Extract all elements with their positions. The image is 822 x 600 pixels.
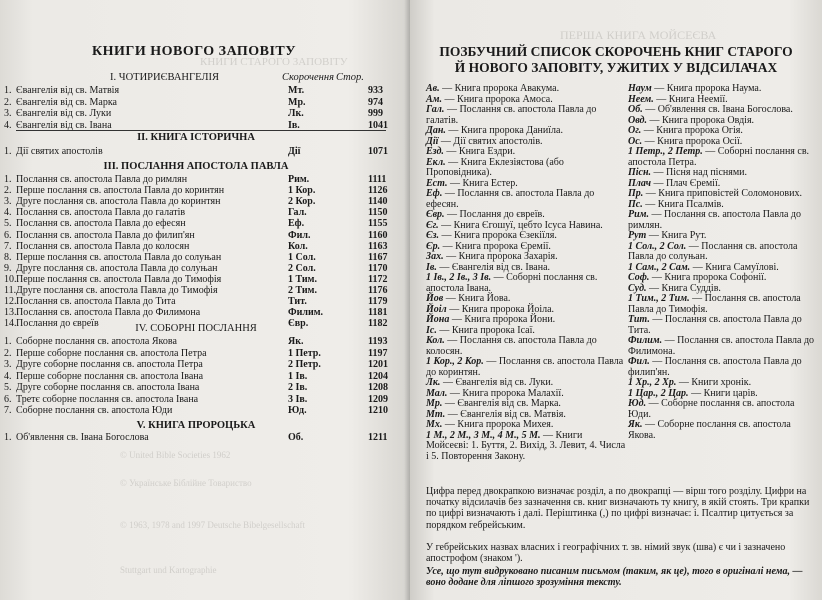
abbreviation-entry xyxy=(426,158,626,179)
row-number: 5. xyxy=(4,382,12,393)
abbreviation-meaning: — Євангелія від св. Марка. xyxy=(442,398,561,409)
abbreviation-key: Филим. xyxy=(628,335,663,346)
row-number: 9. xyxy=(4,262,12,274)
abbreviation-meaning: — Послання св. апостола Павла до галатів. xyxy=(426,104,597,126)
row-number: 1. xyxy=(4,174,12,185)
row-number: 7. xyxy=(4,240,12,252)
abbreviation: 2 Петр. xyxy=(288,359,321,370)
page-number: 999 xyxy=(368,108,383,119)
section-title: V. КНИГА ПРОРОЦЬКА xyxy=(136,420,256,431)
abbreviation: 1 Петр. xyxy=(288,347,321,359)
right-page-title-line2: Й НОВОГО ЗАПОВІТУ, УЖИТИХ У ВІДСИЛАЧАХ xyxy=(454,60,778,75)
page-number: 1170 xyxy=(368,262,388,274)
page-number: 1163 xyxy=(368,240,388,252)
abbreviation-meaning: — Євангелія від св. Івана. xyxy=(436,261,551,273)
abbreviation-meaning: — Євангелія від св. Матвія. xyxy=(445,408,566,420)
abbreviation-key: Іс. xyxy=(426,324,437,336)
abbreviation: Рим. xyxy=(288,174,310,185)
abbreviation-meaning: — Пісня над піснями. xyxy=(651,167,748,178)
book-title: Друге соборне послання св. апостола Івана xyxy=(16,382,200,393)
section-title: IV. СОБОРНІ ПОСЛАННЯ xyxy=(135,323,257,334)
page-number: 1071 xyxy=(368,146,388,157)
abbreviation-meaning: — Книга пророка Ісаї. xyxy=(436,324,535,336)
footnote-italics: Усе, що тут видруковано писаним письмом (таким, як це), того в оригіналі нема, — воно додане для ліпшого зрозуміння тексту. xyxy=(426,566,803,589)
footnote-references: Цифра перед двокрапкою визначає розділ, а по двокрапці — вірш того розділу. Цифри на початку відсилачів без зазначення св. книг визначають ту книгу, в якій стоять. Три крапки по цифрі визначають і далі. Періштинка (,) по цифрі визначає: і. Псалтир цитується за порядком гебрейським. xyxy=(426,486,810,531)
abbreviation-meaning: — Плач Єремії. xyxy=(651,177,721,189)
abbreviation-key: Єг. xyxy=(426,219,439,231)
table-row xyxy=(0,146,400,158)
abbreviation-entry xyxy=(628,399,816,420)
book-title: Послання св. апостола Павла до галатів xyxy=(16,207,186,219)
abbreviation-meaning: — Послання св. апостола Павла до солуњан. xyxy=(628,240,798,262)
table-row xyxy=(0,405,400,417)
page-number: 1181 xyxy=(368,307,388,319)
abbreviation-key: Йоіл xyxy=(426,303,447,315)
abbreviation-key: Ів. xyxy=(426,261,437,273)
right-page-title: ПОЗБУЧНИЙ СПИСОК СКОРОЧЕНЬ КНИГ СТАРОГО xyxy=(439,44,793,59)
page-number: 1209 xyxy=(368,393,388,405)
left-page xyxy=(0,0,410,600)
table-row xyxy=(0,97,400,109)
abbreviation-key: Юд. xyxy=(628,398,647,409)
abbreviation-key: Рут xyxy=(628,230,647,241)
abbreviation-key: Ог. xyxy=(628,125,642,136)
abbreviation-key: 1 М., 2 М., 3 М., 4 М., 5 М. xyxy=(426,429,541,441)
abbreviation: Дії xyxy=(288,146,301,157)
abbreviation-meaning: — Книга Неемії. xyxy=(653,93,728,105)
row-number: 5. xyxy=(4,218,12,230)
left-page-title: КНИГИ НОВОГО ЗАПОВІТУ xyxy=(92,44,297,59)
row-number: 6. xyxy=(4,229,12,241)
abbreviation-meaning: — Книга пророка Захарія. xyxy=(443,251,558,262)
page-number: 1155 xyxy=(368,218,388,230)
abbreviation-key: 1 Хр., 2 Хр. xyxy=(628,377,677,388)
abbreviation-key: 1 Сам., 2 Сам. xyxy=(628,261,691,273)
abbreviation-key: Овд. xyxy=(628,114,647,126)
book-title: Перше соборне послання св. апостола Петра xyxy=(16,347,207,359)
show-through-text: © United Bible Societies 1962 xyxy=(120,450,231,460)
page-number: 1140 xyxy=(368,196,388,208)
row-number: 2. xyxy=(4,185,12,197)
abbreviation-entry xyxy=(628,242,816,263)
page-number: 1211 xyxy=(368,432,388,443)
abbreviation-meaning: — Книга пророка Даниїла. xyxy=(445,125,563,136)
page-number: 1201 xyxy=(368,359,388,370)
abbreviation-key: Єр. xyxy=(426,240,441,252)
abbreviation-meaning: — Книга Еклезіястова (або Проповідника). xyxy=(426,156,564,178)
book-title: Друге послання св. апостола Павла до коринтян xyxy=(16,196,221,208)
abbreviation: 1 Сол. xyxy=(288,251,316,263)
abbreviation-meaning: — Послання св. апостола Павла до Тита. xyxy=(628,314,802,336)
abbreviation-key: Еф. xyxy=(426,188,443,199)
abbreviation-meaning: — Книга Самуїлові. xyxy=(690,261,779,273)
row-number: 4. xyxy=(4,119,12,131)
show-through-text: © Українське Біблійне Товариство xyxy=(120,478,252,488)
right-page xyxy=(410,0,822,600)
abbreviation-meaning: — Соборні послання св. апостола Івана. xyxy=(426,272,598,294)
show-through-text: ПЕРША КНИГА МОЙСЕЄВА xyxy=(560,28,717,42)
page-number: 1041 xyxy=(368,119,388,131)
abbreviation-meaning: — Книга Йова. xyxy=(443,293,511,304)
page-number: 1160 xyxy=(368,229,388,241)
row-number: 1. xyxy=(4,146,12,157)
abbreviation-entry xyxy=(628,210,816,231)
table-row xyxy=(0,394,400,406)
book-title: Послання св. апостола Павла до ефесян xyxy=(16,218,186,230)
book-title: Євангелія від св. Івана xyxy=(16,119,112,131)
abbreviation-meaning: — Послання св. апостола Павла до ефесян. xyxy=(426,188,595,210)
abbreviation-key: Мр. xyxy=(426,398,443,409)
abbreviation-meaning: — Книга пророка Софонії. xyxy=(649,272,767,283)
abbreviation: 2 Сол. xyxy=(288,262,316,274)
book-title: Перше послання св. апостола Павла до Тимофія xyxy=(16,273,222,285)
abbreviation-meaning: — Книга Псалмів. xyxy=(642,198,724,210)
abbreviation-entry xyxy=(628,294,816,315)
section-title: I. ЧОТИРИЄВАНГЕЛІЯ xyxy=(110,72,219,83)
abbreviation: 1 Тим. xyxy=(288,273,317,285)
abbreviation-meaning: — Книга приповістей Соломонових. xyxy=(643,188,802,199)
abbreviation-meaning: — Книга Естер. xyxy=(447,177,518,189)
abbreviation-meaning: — Книга пророка Малахії. xyxy=(447,387,564,399)
row-number: 3. xyxy=(4,108,12,119)
book-title: Дії святих апостолів xyxy=(16,146,103,157)
abbreviation-meaning: — Соборні послання св. апостола Петра. xyxy=(628,146,810,168)
row-number: 10. xyxy=(4,273,17,285)
abbreviation-meaning: — Книга Єгошуї, цебто Ісуса Навина. xyxy=(438,219,603,231)
abbreviation: Євр. xyxy=(288,318,309,330)
page-number: 1172 xyxy=(368,273,388,285)
abbreviation-meaning: — Книги царів. xyxy=(688,387,758,399)
row-number: 1. xyxy=(4,85,12,96)
book-title: Третє соборне послання св. апостола Івана xyxy=(16,393,199,405)
show-through-text: КНИГИ СТАРОГО ЗАПОВІТУ xyxy=(200,56,348,68)
abbreviation-key: Мт. xyxy=(426,408,446,420)
book-title: Перше соборне послання св. апостола Івана xyxy=(16,370,204,382)
page-number: 1193 xyxy=(368,336,388,347)
abbreviation-key: Зах. xyxy=(426,251,444,262)
show-through-text: Stuttgart und Kartographie xyxy=(120,565,217,575)
show-through-text: © 1963, 1978 and 1997 Deutsche Bibelgesellschaft xyxy=(120,520,306,530)
abbreviation-entry xyxy=(628,147,816,168)
abbreviation-column-right xyxy=(628,84,816,441)
row-number: 14. xyxy=(4,318,17,330)
abbreviation-meaning: — Книга пророка Йони. xyxy=(449,314,556,325)
abbreviation-meaning: — Євангелія від св. Луки. xyxy=(440,377,554,388)
abbreviation-meaning: — Послання св. апостола Павла до колосян. xyxy=(426,335,597,357)
abbreviation-key: Мал. xyxy=(426,387,448,399)
table-row xyxy=(0,348,400,360)
book-title: Соборне послання св. апостола Юди xyxy=(16,405,173,416)
table-row xyxy=(0,336,400,348)
book-title: Євангелія від св. Марка xyxy=(16,96,117,108)
abbreviation-meaning: — Книга пророка Осії. xyxy=(642,135,743,147)
abbreviation-entry xyxy=(426,336,626,357)
abbreviation: Фил. xyxy=(288,229,311,241)
page-number: 1167 xyxy=(368,251,388,263)
section-title: II. КНИГА ІСТОРИЧНА xyxy=(137,132,255,143)
abbreviation-key: Євр. xyxy=(426,209,445,220)
page-number: 1210 xyxy=(368,405,388,416)
abbreviation-key: Наум xyxy=(628,83,652,94)
row-number: 7. xyxy=(4,405,12,416)
book-title: Послання св. апостола Павла до колосян xyxy=(16,240,190,252)
abbreviation-key: 1 Сол., 2 Сол. xyxy=(628,240,687,252)
abbreviation-meaning: — Послання св. апостола Павла до римлян. xyxy=(628,209,801,231)
abbreviation-entry xyxy=(426,105,626,126)
abbreviation: 2 Тим. xyxy=(288,285,317,296)
abbreviation-meaning: — Книга пророка Йоіла. xyxy=(446,303,555,315)
row-number: 8. xyxy=(4,251,12,263)
book-title: Послання св. апостола Павла до римлян xyxy=(16,174,188,185)
abbreviation-key: Пс. xyxy=(628,198,643,210)
page-number: 1126 xyxy=(368,185,388,197)
table-row xyxy=(0,108,400,120)
abbreviation-meaning: — Книга пророка Авакума. xyxy=(439,83,560,94)
abbreviation-key: Як. xyxy=(628,419,643,430)
abbreviation-entry xyxy=(628,420,816,441)
row-number: 12. xyxy=(4,296,17,308)
book-title: Послання до євреїв xyxy=(16,318,99,330)
abbreviation-meaning: — Книга Ездри. xyxy=(443,146,516,157)
abbreviation: Мр. xyxy=(288,96,306,108)
row-number: 11. xyxy=(4,285,17,296)
page-number: 1176 xyxy=(368,285,388,296)
abbreviation-key: 1 Кор., 2 Кор. xyxy=(426,356,484,367)
abbreviation: 2 Ів. xyxy=(288,382,308,393)
page-header: Стор. xyxy=(336,72,364,83)
abbreviation-key: 1 Цар., 2 Цар. xyxy=(628,387,689,399)
book-title: Євангелія від св. Матвія xyxy=(16,85,120,96)
abbreviation-meaning: — Книга пророка Амоса. xyxy=(442,93,553,105)
abbreviation-meaning: — Книги Мойсеєві: 1. Буття, 2. Вихід, 3. Левит, 4. Числа і 5. Повторення Закону. xyxy=(426,429,626,462)
book-title: Друге послання св. апостола Павла до солуњан xyxy=(16,262,218,274)
divider xyxy=(16,130,386,131)
table-row xyxy=(0,382,400,394)
book-title: Послання св. апостола Павла до Филимона xyxy=(16,307,201,319)
abbreviation-key: Суд. xyxy=(628,282,647,294)
page-number: 1208 xyxy=(368,382,388,393)
abbreviation-key: Соф. xyxy=(628,272,650,283)
abbreviation-key: Ест. xyxy=(426,177,448,189)
table-row xyxy=(0,432,400,444)
abbreviation-meaning: — Книга Рут. xyxy=(646,230,707,241)
abbreviation-key: 1 Тим., 2 Тим. xyxy=(628,293,690,304)
abbreviation-meaning: — Послання св. апостола Павла до Тимофія. xyxy=(628,293,801,315)
abbreviation-meaning: — Книга пророка Огія. xyxy=(641,125,743,136)
row-number: 13. xyxy=(4,307,17,319)
page-number: 1150 xyxy=(368,207,388,219)
abbreviation-key: Йона xyxy=(426,314,450,325)
abbreviation-meaning: — Книга пророка Овдія. xyxy=(646,114,755,126)
abbreviation-meaning: — Об'явлення св. Івана Богослова. xyxy=(642,104,793,115)
row-number: 1. xyxy=(4,336,12,347)
book-title: Друге соборне послання св. апостола Петра xyxy=(16,359,203,370)
book-title: Соборне послання св. апостола Якова xyxy=(16,336,177,347)
book-title: Перше послання св. апостола Павла до солуњан xyxy=(16,251,222,263)
row-number: 2. xyxy=(4,347,12,359)
book-title: Перше послання св. апостола Павла до коринтян xyxy=(16,185,225,197)
abbreviation-meaning: — Дії святих апостолів. xyxy=(438,135,543,147)
section-title: III. ПОСЛАННЯ АПОСТОЛА ПАВЛА xyxy=(103,161,289,172)
row-number: 3. xyxy=(4,359,12,370)
abbreviation-key: Йов xyxy=(426,293,444,304)
abbreviation-key: Тит. xyxy=(628,314,650,325)
table-row xyxy=(0,85,400,97)
book-title: Друге послання св. апостола Павла до Тимофія xyxy=(16,285,218,296)
abbreviation-entry xyxy=(426,357,626,378)
abbreviation: Гал. xyxy=(288,207,307,219)
abbreviation-entry xyxy=(426,431,626,463)
row-number: 4. xyxy=(4,207,12,219)
abbreviation-meaning: — Послання св. апостола Павла до коринтян. xyxy=(426,356,624,378)
abbreviation-key: Дан. xyxy=(426,125,446,136)
abbreviation-meaning: — Книги хронік. xyxy=(676,377,752,388)
abbreviation: Юд. xyxy=(288,405,307,416)
abbreviation-key: Лк. xyxy=(426,377,441,388)
abbreviation: 1 Кор. xyxy=(288,185,316,197)
table-row xyxy=(0,371,400,383)
abbreviation: 2 Кор. xyxy=(288,196,316,208)
abbreviation-key: Ав. xyxy=(426,83,440,94)
abbreviation-entry xyxy=(426,273,626,294)
book-title: Об'явлення св. Івана Богослова xyxy=(16,432,149,443)
abbreviation: Ів. xyxy=(288,119,300,131)
table-row xyxy=(0,359,400,371)
abbreviation-key: Неем. xyxy=(628,93,654,105)
abbreviation-key: Ос. xyxy=(628,135,643,147)
abbreviation-meaning: — Соборне послання св. апостола Якова. xyxy=(628,419,791,441)
abbr-header: Скорочення xyxy=(282,72,334,83)
abbreviation-entry xyxy=(628,336,816,357)
abbreviation: Кол. xyxy=(288,240,308,252)
abbreviation-key: Єз. xyxy=(426,230,439,241)
abbreviation-key: Дії xyxy=(426,135,439,147)
footnote-names: У гебрейських назвах власних і географічних т. зв. німий звук (шва) є чи і зазначено апострофом (знаком '). xyxy=(426,542,786,565)
abbreviation: Лк. xyxy=(288,108,304,119)
row-number: 1. xyxy=(4,432,12,443)
abbreviation: Мт. xyxy=(288,85,305,96)
abbreviation-key: 1 Петр., 2 Петр. xyxy=(628,146,703,157)
page-number: 1197 xyxy=(368,347,388,359)
abbreviation-entry xyxy=(628,315,816,336)
abbreviation: 3 Ів. xyxy=(288,393,308,405)
row-number: 3. xyxy=(4,196,12,208)
abbreviation-meaning: — Книга Суддів. xyxy=(646,282,721,294)
page-number: 933 xyxy=(368,85,383,96)
abbreviation-key: Плач xyxy=(628,177,652,189)
abbreviation: Тит. xyxy=(288,296,307,308)
page-number: 1204 xyxy=(368,370,388,382)
abbreviation-key: Кол. xyxy=(426,335,445,346)
abbreviation-meaning: — Соборне послання св. апостола Юди. xyxy=(628,398,795,420)
page-number: 1179 xyxy=(368,296,388,308)
abbreviation-meaning: — Книга пророка Наума. xyxy=(651,83,762,94)
row-number: 4. xyxy=(4,370,12,382)
abbreviation-key: Езд. xyxy=(426,146,444,157)
abbreviation-key: Пр. xyxy=(628,188,644,199)
abbreviation: Филим. xyxy=(288,307,324,319)
abbreviation-meaning: — Послання св. апостола Павла до филип'ян. xyxy=(628,356,802,378)
book-title: Послання св. апостола Павла до филип'ян xyxy=(16,229,195,241)
abbreviation-entry xyxy=(426,189,626,210)
abbreviation-key: 1 Ів., 2 Ів., 3 Ів. xyxy=(426,272,492,283)
abbreviation-key: Рим. xyxy=(628,209,650,220)
abbreviation-entry xyxy=(628,357,816,378)
abbreviation-meaning: — Послання до євреїв. xyxy=(444,209,545,220)
abbreviation: Як. xyxy=(288,336,304,347)
abbreviation-meaning: — Книга пророка Єзекіїля. xyxy=(438,230,557,241)
row-number: 2. xyxy=(4,96,12,108)
abbreviation-column-left xyxy=(426,84,626,462)
row-number: 6. xyxy=(4,393,12,405)
abbreviation-key: Мх. xyxy=(426,419,443,430)
abbreviation: 1 Ів. xyxy=(288,370,308,382)
page-number: 1182 xyxy=(368,318,388,330)
page-number: 974 xyxy=(368,96,383,108)
abbreviation-key: Гал. xyxy=(426,104,445,115)
abbreviation-meaning: — Послання св. апостола Павла до Филимона. xyxy=(628,335,815,357)
page-number: 1111 xyxy=(368,174,387,185)
abbreviation-key: Ам. xyxy=(426,93,443,105)
abbreviation: Об. xyxy=(288,432,304,443)
abbreviation-meaning: — Книга пророка Єремії. xyxy=(440,240,551,252)
book-title: Євангелія від св. Луки xyxy=(16,108,112,119)
abbreviation-key: Пісн. xyxy=(628,167,652,178)
book-title: Послання св. апостола Павла до Тита xyxy=(16,296,176,308)
abbreviation-key: Екл. xyxy=(426,156,446,168)
abbreviation-key: Об. xyxy=(628,104,643,115)
abbreviation: Еф. xyxy=(288,218,305,230)
abbreviation-meaning: — Книга пророка Михея. xyxy=(442,419,554,430)
abbreviation-key: Фил. xyxy=(628,356,650,367)
